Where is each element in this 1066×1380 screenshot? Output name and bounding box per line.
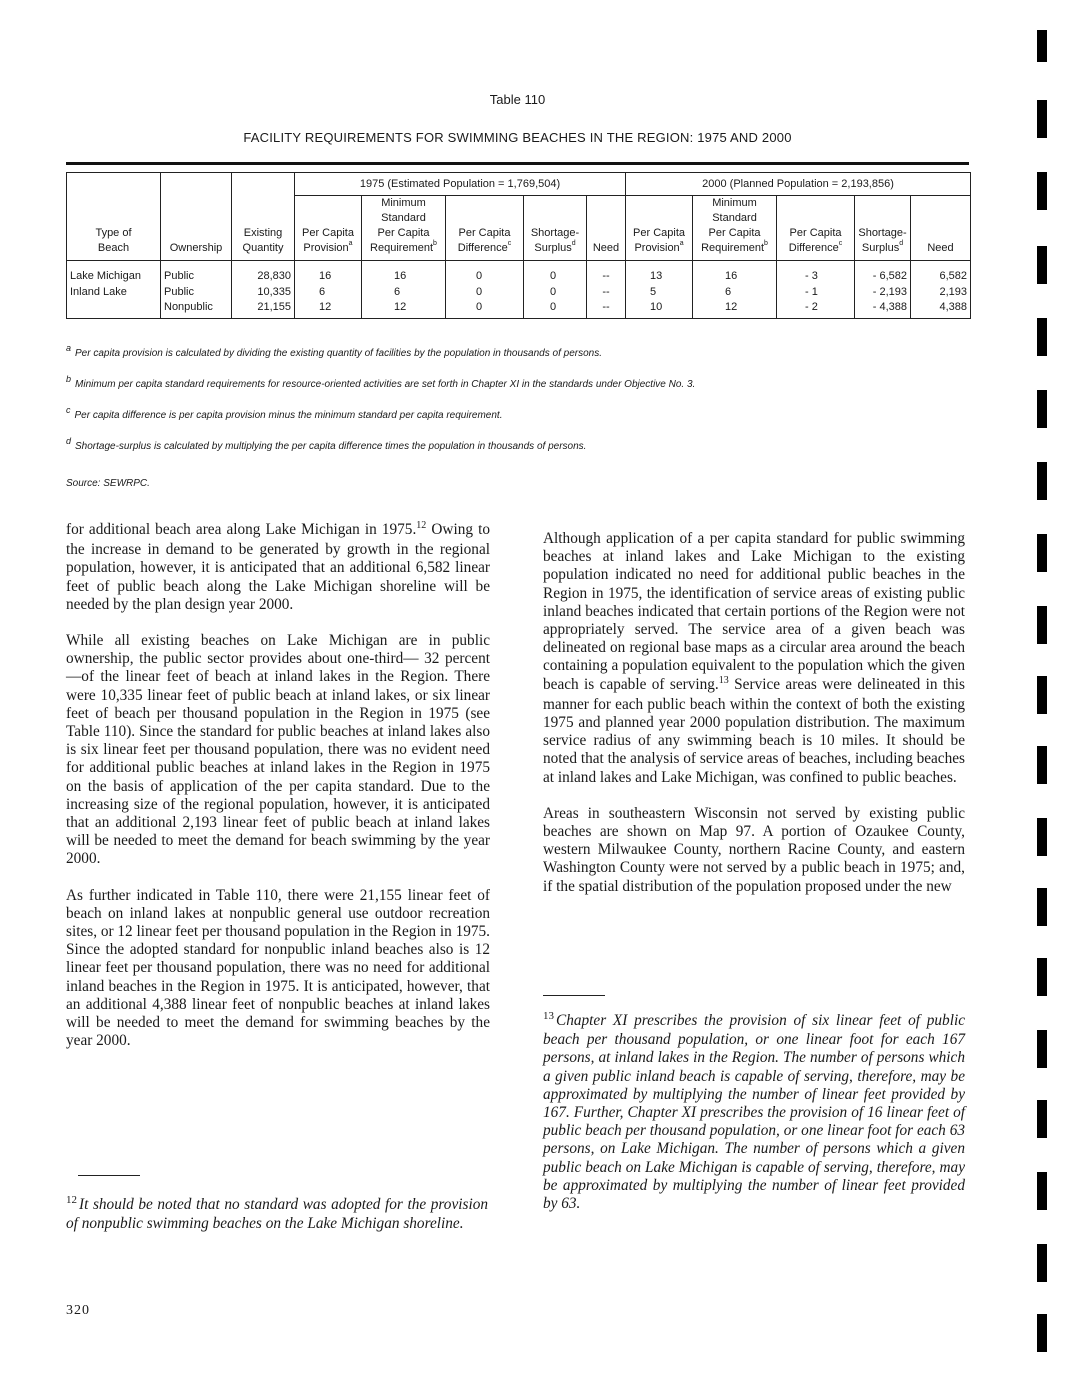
binding-mark bbox=[1037, 1030, 1047, 1068]
binding-mark bbox=[1037, 172, 1047, 210]
header-group-2000: 2000 (Planned Population = 2,193,856) bbox=[626, 173, 971, 196]
binding-mark bbox=[1037, 958, 1047, 996]
paragraph: As further indicated in Table 110, there were 21,155 linear feet of beach on inland lakes at nonpublic general use outdoor recreation sites, or 12 linear feet per thousand population in the Region in 1975. Since the adopted standard for nonpublic inland beaches also is 12 linear feet per thousand population, there was no need for additional inland beaches in the Region in 1975. It is anticipated, however, that an additional 4,388 linear feet of nonpublic beaches at inland lakes will be needed to meet the demand for swimming beaches by the year 2000. bbox=[66, 886, 490, 1050]
binding-mark bbox=[1037, 1100, 1047, 1138]
binding-mark bbox=[1037, 888, 1047, 926]
footnote-rule bbox=[78, 1175, 140, 1176]
table-group-header-row bbox=[67, 173, 971, 196]
header-1975-provision: Per Capita Provision$^a$ bbox=[295, 196, 362, 261]
header-2000-shortage-surplus: Shortage- Surplus$^d$ bbox=[855, 196, 911, 261]
table-note: b Minimum per capita standard requirements for resource-oriented activities are set forth in Chapter XI in the standards under Objective No. 3. bbox=[66, 374, 696, 390]
body-column-left bbox=[66, 521, 490, 1068]
table-note: d Shortage-surplus is calculated by multiplying the per capita difference times the population in thousands of persons. bbox=[66, 436, 587, 452]
table-row bbox=[67, 261, 971, 319]
binding-mark bbox=[1037, 1244, 1047, 1282]
binding-mark bbox=[1037, 318, 1047, 356]
binding-mark bbox=[1037, 746, 1047, 784]
body-column-right bbox=[543, 530, 965, 914]
header-ownership: Ownership bbox=[161, 173, 232, 261]
table-number: Table 110 bbox=[489, 92, 546, 107]
cell-existing-quantity: 28,830 10,335 21,155 bbox=[232, 261, 295, 319]
binding-mark bbox=[1037, 606, 1047, 644]
footnote-13: $^{13}$ Chapter XI prescribes the provision of six linear feet of public beach per thousand population, or one linear foot for each 167 persons, at inland lakes in the Region. The number of persons which a given public inland beach is capable of serving, therefore, may be approximated by multiplying the number of linear feet provided by 167. Further, Chapter XI prescribes the provision of 16 linear feet of public beach per thousand population, or one linear foot for each 63 persons, on Lake Michigan. The number of persons which a given public beach on Lake Michigan is capable of serving, therefore, may be approximated by multiplying the number of linear feet provided by 63. bbox=[543, 1010, 965, 1213]
cell-1975-need: -- -- -- bbox=[587, 261, 626, 319]
footnote-rule bbox=[543, 995, 605, 996]
cell-1975-difference: 0 0 0 bbox=[446, 261, 524, 319]
cell-type-of-beach: Lake Michigan Inland Lake bbox=[67, 261, 161, 319]
header-group-1975: 1975 (Estimated Population = 1,769,504) bbox=[295, 173, 626, 196]
header-type-of-beach: Type of Beach bbox=[67, 173, 161, 261]
cell-1975-provision: 16 6 12 bbox=[295, 261, 362, 319]
footnote-12: $^{12}$ It should be noted that no standard was adopted for the provision of nonpublic swimming beaches on the Lake Michigan shoreline. bbox=[66, 1194, 488, 1233]
binding-mark bbox=[1037, 100, 1047, 138]
binding-mark bbox=[1037, 462, 1047, 500]
binding-mark bbox=[1037, 246, 1047, 284]
cell-2000-shortage-surplus: - 6,582 - 2,193 - 4,388 bbox=[855, 261, 911, 319]
header-1975-requirement: Minimum Standard Per Capita Requirement$^b$ bbox=[362, 196, 446, 261]
table-source: Source: SEWRPC. bbox=[66, 478, 150, 489]
table-note: c Per capita difference is per capita provision minus the minimum standard per capita requirement. bbox=[66, 405, 503, 421]
binding-mark bbox=[1037, 1314, 1047, 1352]
cell-2000-need: 6,582 2,193 4,388 bbox=[911, 261, 971, 319]
binding-mark bbox=[1037, 818, 1047, 856]
header-2000-provision: Per Capita Provision$^a$ bbox=[626, 196, 693, 261]
binding-mark bbox=[1037, 534, 1047, 572]
header-1975-need: Need bbox=[587, 196, 626, 261]
paragraph: Although application of a per capita standard for public swimming beaches at inland lakes and Lake Michigan to the existing population indicated no need for additional public beaches in the Region in 1975, the identification of service areas of existing public inland beaches indicated that certain portions of the Region were not appropriately served. The service area of a given beach was delineated on regional base maps as a circular area around the beach containing a population equivalent to the population which the given beach is capable of serving.$^{13}$ Service areas were delineated in this manner for each public beach within the context of both the existing 1975 and planned year 2000 population distribution. The maximum service radius of any swimming beach is 10 miles. It should be noted that the analysis of service areas of beaches, including beaches at inland lakes and Lake Michigan, was confined to public beaches. bbox=[543, 530, 966, 786]
cell-1975-requirement: 16 6 12 bbox=[362, 261, 446, 319]
header-existing-quantity: Existing Quantity bbox=[232, 173, 295, 261]
binding-mark bbox=[1037, 1172, 1047, 1210]
table-note: a Per capita provision is calculated by dividing the existing quantity of facilities by the population in thousands of persons. bbox=[66, 343, 602, 359]
binding-mark bbox=[1037, 676, 1047, 714]
header-1975-shortage-surplus: Shortage- Surplus$^d$ bbox=[524, 196, 587, 261]
table-top-rule bbox=[66, 162, 969, 165]
header-1975-difference: Per Capita Difference$^c$ bbox=[446, 196, 524, 261]
table-title: FACILITY REQUIREMENTS FOR SWIMMING BEACHES IN THE REGION: 1975 AND 2000 bbox=[243, 130, 792, 145]
cell-2000-requirement: 16 6 12 bbox=[693, 261, 777, 319]
facility-requirements-table bbox=[66, 172, 971, 319]
header-2000-requirement: Minimum Standard Per Capita Requirement$^b$ bbox=[693, 196, 777, 261]
cell-1975-shortage-surplus: 0 0 0 bbox=[524, 261, 587, 319]
paragraph: for additional beach area along Lake Michigan in 1975.12 Owing to the increase in demand to be generated by growth in the regional population, however, it is anticipated that an additional 6,582 linear feet of public beach along the Lake Michigan shoreline will be needed by the plan design year 2000. bbox=[66, 520, 490, 613]
paragraph: While all existing beaches on Lake Michigan are in public ownership, the public sector provides about one-third— 32 percent—of the linear feet of beach at inland lakes in the Region. There were 10,335 linear feet of public beach at inland lakes, or six linear feet of beach per thousand population in the Region in 1975 (see Table 110). Since the standard for public beaches at inland lakes also is six linear feet per thousand population, there was no evident need for additional public beaches at inland lakes in the Region in 1975 on the basis of application of the per capita standard. Due to the increasing size of the regional population, however, it is anticipated that an additional 2,193 linear feet of public beach at inland lakes will be needed to meet the demand for beach swimming by the year 2000. bbox=[66, 632, 490, 868]
header-2000-difference: Per Capita Difference$^c$ bbox=[777, 196, 855, 261]
paragraph: Areas in southeastern Wisconsin not served by existing public beaches are shown on Map 97. A portion of Ozaukee County, western Milwaukee County, northern Racine County, and eastern Washington County were not served by a public beach in 1975; and, if the spatial distribution of the population proposed under the new bbox=[543, 804, 965, 895]
binding-mark bbox=[1037, 30, 1047, 62]
binding-mark bbox=[1037, 390, 1047, 428]
cell-2000-provision: 13 5 10 bbox=[626, 261, 693, 319]
cell-ownership: Public Public Nonpublic bbox=[161, 261, 232, 319]
cell-2000-difference: - 3 - 1 - 2 bbox=[777, 261, 855, 319]
page-number: 320 bbox=[66, 1303, 90, 1318]
header-2000-need: Need bbox=[911, 196, 971, 261]
